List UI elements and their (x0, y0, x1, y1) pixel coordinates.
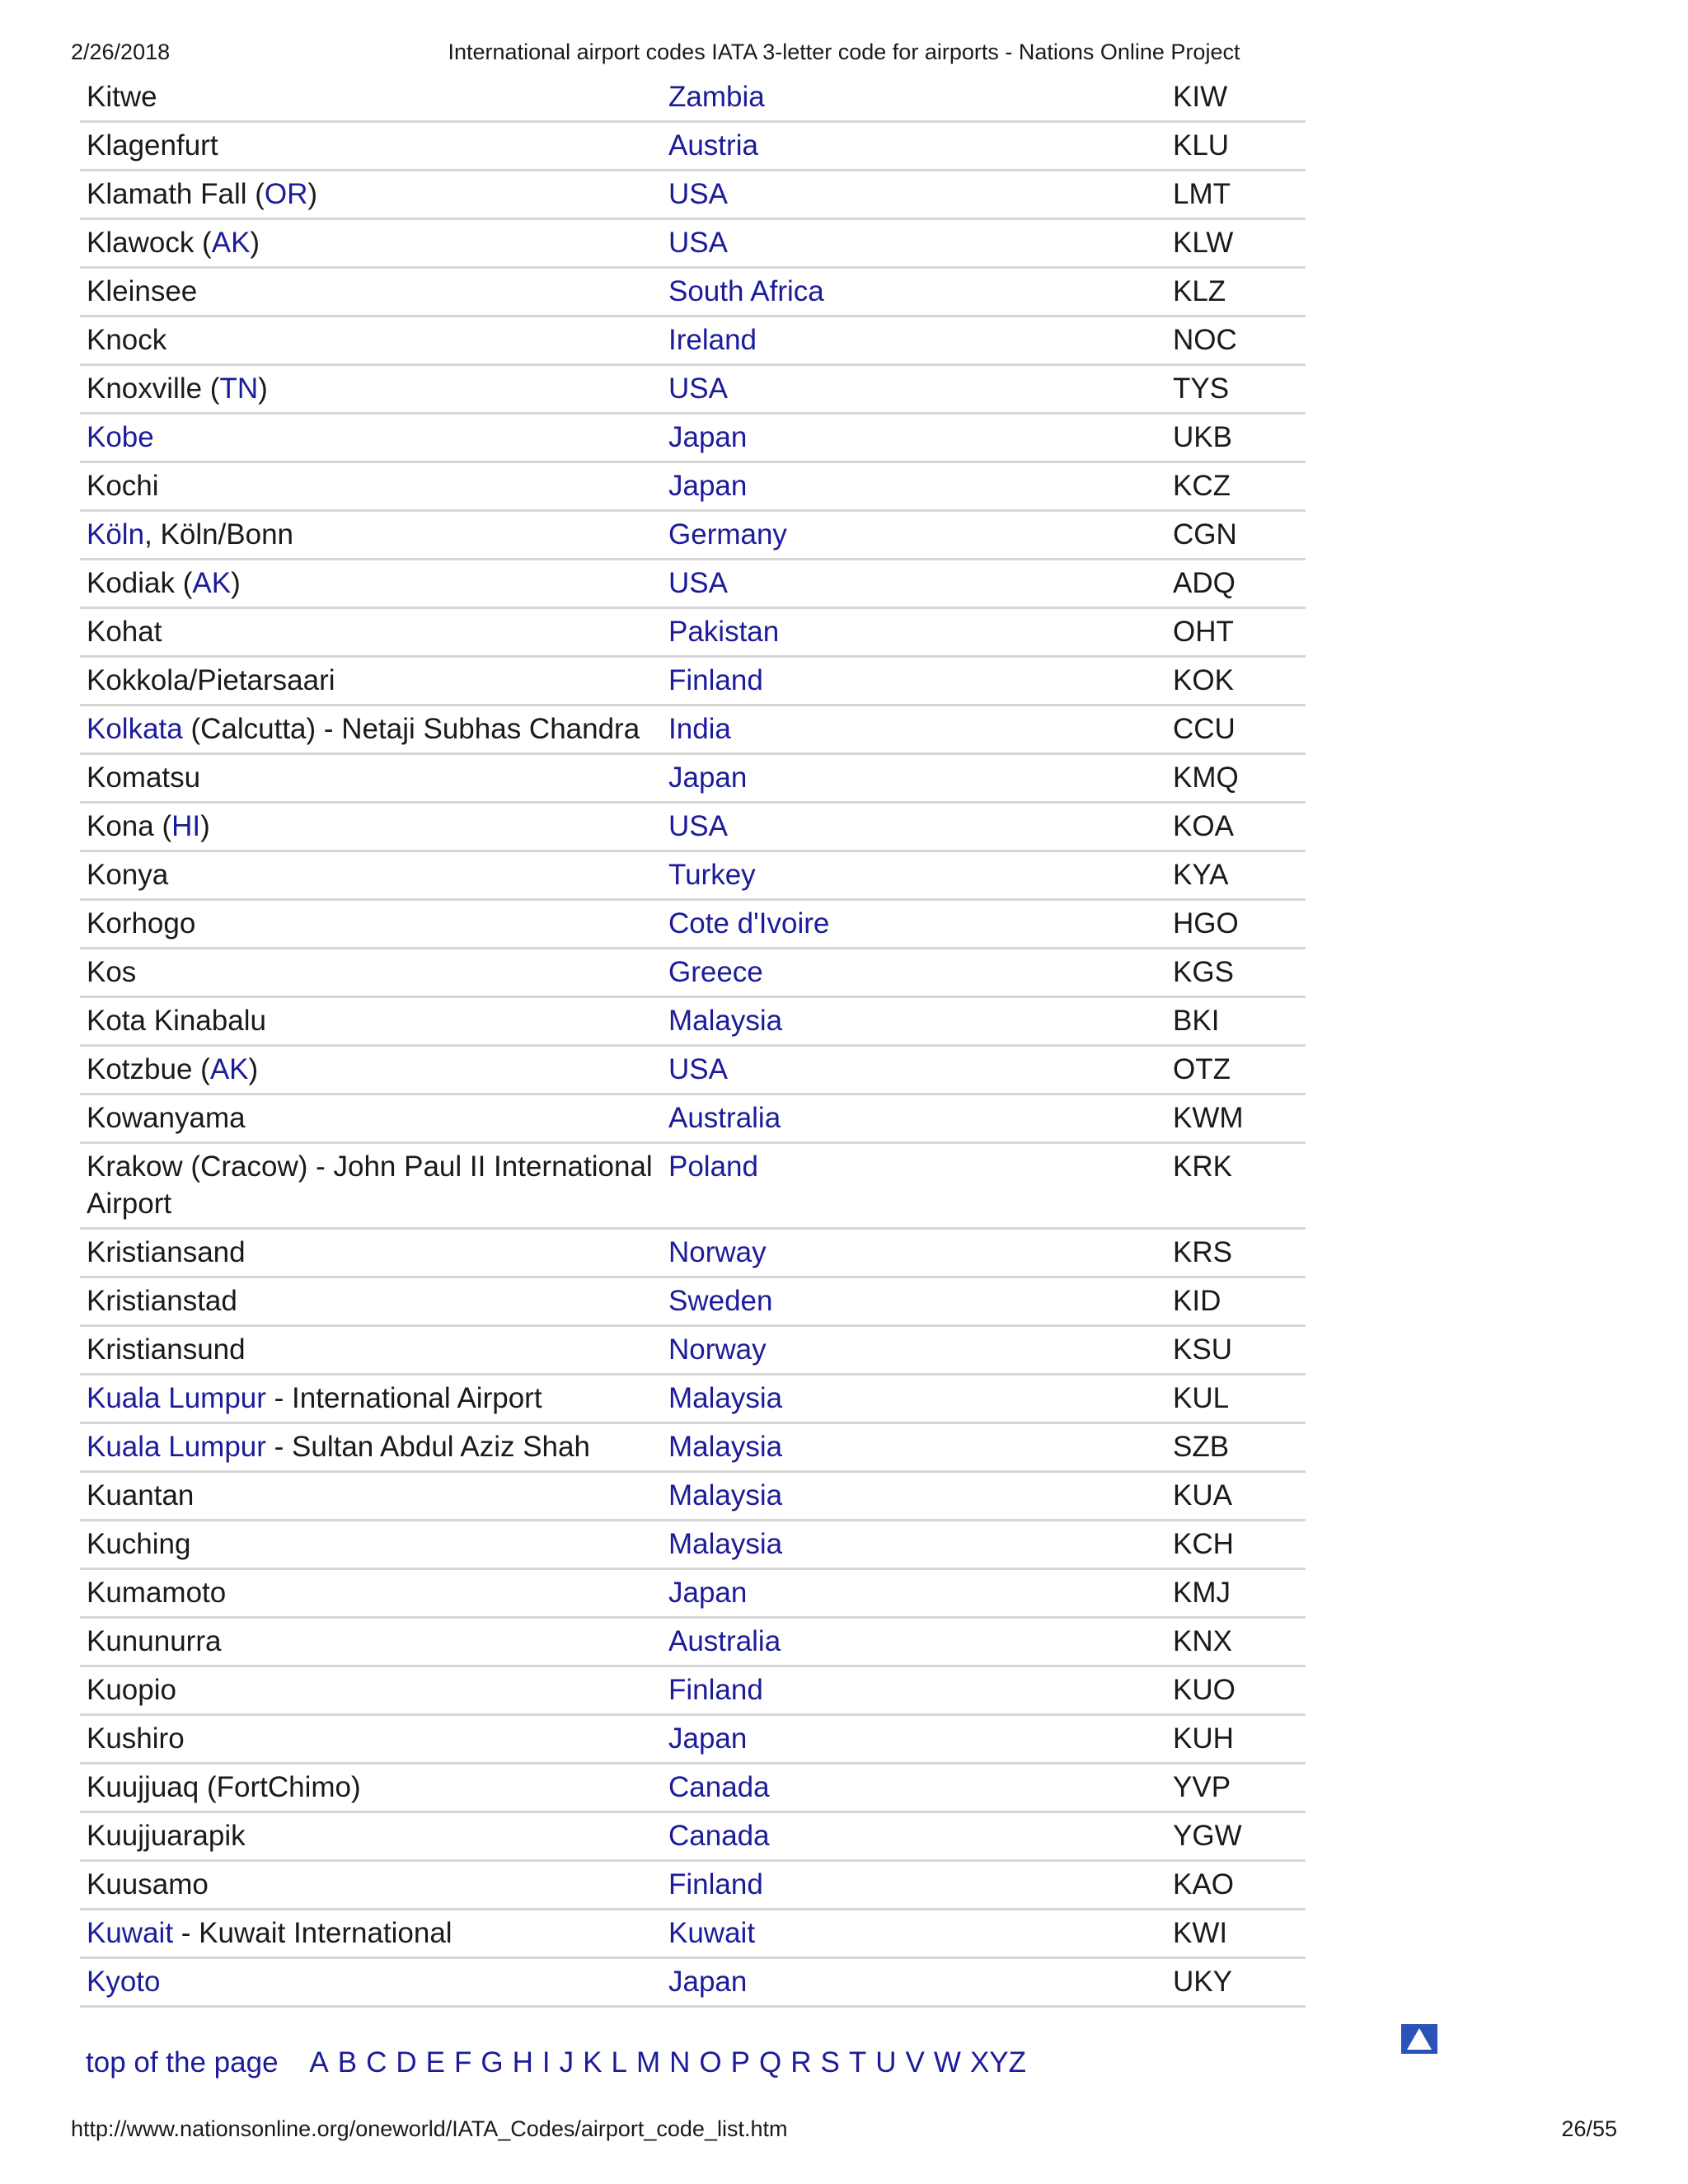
country-cell (662, 1764, 1166, 1812)
country-cell (662, 1666, 1166, 1715)
iata-code: KOK (1166, 657, 1306, 705)
country-cell (662, 803, 1166, 851)
country-cell (662, 1618, 1166, 1666)
city-text: Kona ( (87, 810, 172, 842)
letter-link[interactable]: I (542, 2046, 551, 2079)
country-link[interactable]: Sweden (668, 1285, 773, 1317)
letter-link[interactable]: G (481, 2046, 504, 2079)
country-cell (662, 268, 1166, 316)
table-row (80, 1812, 1306, 1861)
city-text: Kuujjuaq (FortChimo) (87, 1771, 361, 1803)
country-cell (662, 1229, 1166, 1277)
city-link[interactable]: AK (192, 567, 232, 599)
country-link[interactable]: Malaysia (668, 1528, 783, 1560)
country-cell (662, 1094, 1166, 1143)
table-row (80, 1618, 1306, 1666)
letter-link[interactable]: C (366, 2046, 387, 2079)
airport-city-cell (80, 1910, 662, 1958)
iata-code: KSU (1166, 1326, 1306, 1375)
iata-code: OTZ (1166, 1046, 1306, 1094)
city-text: Kitwe (87, 81, 157, 113)
iata-code: KWI (1166, 1910, 1306, 1958)
table-row (80, 1861, 1306, 1910)
iata-code: KCH (1166, 1521, 1306, 1569)
city-link[interactable]: Kolkata (87, 713, 183, 745)
airport-city-cell (80, 1569, 662, 1618)
letter-links (309, 2046, 1035, 2079)
city-text: Kota Kinabalu (87, 1005, 266, 1037)
airport-city-cell (80, 754, 662, 803)
airport-city-cell (80, 657, 662, 705)
airport-rows (80, 74, 1306, 2007)
table-row (80, 949, 1306, 997)
iata-code: OHT (1166, 608, 1306, 657)
iata-code: KMJ (1166, 1569, 1306, 1618)
country-link[interactable]: Turkey (668, 859, 756, 891)
iata-code: ADQ (1166, 560, 1306, 608)
table-row (80, 705, 1306, 754)
letter-link[interactable]: W (933, 2046, 961, 2079)
country-link[interactable]: USA (668, 567, 728, 599)
table-row (80, 997, 1306, 1046)
airport-city-cell (80, 851, 662, 900)
table-row (80, 1046, 1306, 1094)
city-text: Kleinsee (87, 275, 198, 307)
country-link[interactable]: Germany (668, 518, 787, 551)
country-link[interactable]: Norway (668, 1236, 767, 1268)
country-link[interactable]: Kuwait (668, 1917, 756, 1949)
airport-city-cell (80, 1521, 662, 1569)
country-cell (662, 219, 1166, 268)
city-link[interactable]: OR (264, 178, 308, 210)
country-link[interactable]: Zambia (668, 81, 765, 113)
letter-link[interactable]: O (699, 2046, 722, 2079)
country-link[interactable]: USA (668, 810, 728, 842)
iata-code: YVP (1166, 1764, 1306, 1812)
table-row (80, 900, 1306, 949)
country-cell (662, 74, 1166, 122)
iata-code: CCU (1166, 705, 1306, 754)
city-text: - Kuwait International (173, 1917, 452, 1949)
city-text: Kuopio (87, 1674, 176, 1706)
country-cell (662, 754, 1166, 803)
letter-link[interactable]: N (669, 2046, 691, 2079)
iata-code: KGS (1166, 949, 1306, 997)
city-text: Klawock ( (87, 227, 212, 259)
table-row (80, 657, 1306, 705)
iata-code: YGW (1166, 1812, 1306, 1861)
city-text: ) (307, 178, 318, 210)
country-link[interactable]: Cote d'Ivoire (668, 907, 830, 940)
airport-city-cell (80, 997, 662, 1046)
city-text: - Sultan Abdul Aziz Shah (265, 1431, 590, 1463)
print-date: 2/26/2018 (71, 40, 171, 64)
country-link[interactable]: Canada (668, 1771, 770, 1803)
table-row (80, 608, 1306, 657)
country-cell (662, 414, 1166, 462)
city-text: Klagenfurt (87, 129, 218, 162)
country-link[interactable]: Norway (668, 1333, 767, 1366)
letter-link[interactable]: S (820, 2046, 840, 2079)
city-text: Knoxville ( (87, 373, 220, 405)
country-link[interactable]: Finland (668, 1674, 763, 1706)
country-link[interactable]: Japan (668, 470, 748, 502)
table-row (80, 1094, 1306, 1143)
city-text: ) (200, 810, 210, 842)
country-link[interactable]: Ireland (668, 324, 757, 356)
city-link[interactable]: AK (211, 227, 251, 259)
country-link[interactable]: Poland (668, 1151, 758, 1183)
iata-code: LMT (1166, 171, 1306, 219)
table-row (80, 1715, 1306, 1764)
country-link[interactable]: Austria (668, 129, 758, 162)
city-text: Kohat (87, 616, 162, 648)
country-link[interactable]: Japan (668, 421, 748, 453)
city-text: Kumamoto (87, 1577, 227, 1609)
iata-code: NOC (1166, 316, 1306, 365)
airport-city-cell (80, 1326, 662, 1375)
city-text: ) (250, 227, 260, 259)
airport-city-cell (80, 1094, 662, 1143)
iata-code: TYS (1166, 365, 1306, 414)
airport-city-cell (80, 122, 662, 171)
airport-city-cell (80, 74, 662, 122)
table-row (80, 851, 1306, 900)
table-row (80, 803, 1306, 851)
iata-code: KUL (1166, 1375, 1306, 1423)
airport-city-cell (80, 219, 662, 268)
table-row (80, 1375, 1306, 1423)
city-text: Kushiro (87, 1722, 185, 1755)
letter-link[interactable]: E (425, 2046, 445, 2079)
letter-link[interactable]: H (512, 2046, 533, 2079)
top-of-page-link[interactable]: top of the page (86, 2046, 279, 2079)
table-row (80, 1326, 1306, 1375)
letter-link[interactable]: V (905, 2046, 925, 2079)
airport-city-cell (80, 1277, 662, 1326)
city-link[interactable]: Köln (87, 518, 145, 551)
airport-city-cell (80, 268, 662, 316)
table-row (80, 1229, 1306, 1277)
table-row (80, 219, 1306, 268)
city-text: ) (248, 1053, 259, 1085)
table-row (80, 462, 1306, 511)
country-cell (662, 1715, 1166, 1764)
table-row (80, 1521, 1306, 1569)
country-link[interactable]: Malaysia (668, 1431, 783, 1463)
country-link[interactable]: Japan (668, 1966, 748, 1998)
city-text: Konya (87, 859, 169, 891)
country-cell (662, 1910, 1166, 1958)
page-number: 26/55 (1561, 2116, 1617, 2141)
table-row (80, 74, 1306, 122)
city-text: Kristiansand (87, 1236, 246, 1268)
table-row (80, 1569, 1306, 1618)
letter-link[interactable]: Q (758, 2046, 782, 2079)
country-cell (662, 122, 1166, 171)
country-cell (662, 900, 1166, 949)
country-cell (662, 1326, 1166, 1375)
iata-code: KLZ (1166, 268, 1306, 316)
table-row (80, 365, 1306, 414)
iata-code: KMQ (1166, 754, 1306, 803)
country-link[interactable]: USA (668, 227, 728, 259)
country-cell (662, 705, 1166, 754)
iata-code: BKI (1166, 997, 1306, 1046)
airport-city-cell (80, 1715, 662, 1764)
city-text: Kristiansund (87, 1333, 246, 1366)
city-link[interactable]: Kuwait (87, 1917, 174, 1949)
country-cell (662, 171, 1166, 219)
table-row (80, 1143, 1306, 1229)
airport-city-cell (80, 1618, 662, 1666)
country-link[interactable]: USA (668, 373, 728, 405)
page-title: International airport codes IATA 3-letter code for airports - Nations Online Project (448, 40, 1240, 64)
table-row (80, 1666, 1306, 1715)
airport-city-cell (80, 1143, 662, 1229)
city-text: Kuujjuarapik (87, 1820, 246, 1852)
page-url: http://www.nationsonline.org/oneworld/IATA_Codes/airport_code_list.htm (71, 2116, 788, 2141)
iata-code: KLW (1166, 219, 1306, 268)
airport-city-cell (80, 1958, 662, 2007)
airport-city-cell (80, 365, 662, 414)
country-cell (662, 560, 1166, 608)
country-cell (662, 1812, 1166, 1861)
table-row (80, 511, 1306, 560)
iata-code: KUO (1166, 1666, 1306, 1715)
country-link[interactable]: Malaysia (668, 1479, 783, 1511)
letter-link[interactable]: L (611, 2046, 627, 2079)
table-row (80, 122, 1306, 171)
country-cell (662, 1046, 1166, 1094)
country-link[interactable]: India (668, 713, 731, 745)
city-text: Kokkola/Pietarsaari (87, 664, 335, 696)
letter-link[interactable]: U (875, 2046, 897, 2079)
table-row (80, 171, 1306, 219)
city-link[interactable]: AK (209, 1053, 249, 1085)
country-cell (662, 511, 1166, 560)
country-cell (662, 657, 1166, 705)
airport-city-cell (80, 462, 662, 511)
print-header (71, 40, 1617, 69)
city-text: Kochi (87, 470, 159, 502)
table-row (80, 1958, 1306, 2007)
airport-city-cell (80, 1764, 662, 1812)
iata-code: KID (1166, 1277, 1306, 1326)
city-text: Kodiak ( (87, 567, 193, 599)
airport-city-cell (80, 1666, 662, 1715)
city-link[interactable]: TN (219, 373, 259, 405)
city-link[interactable]: Kobe (87, 421, 154, 453)
country-cell (662, 851, 1166, 900)
country-cell (662, 316, 1166, 365)
country-link[interactable]: Finland (668, 1868, 763, 1900)
country-link[interactable]: Japan (668, 1722, 748, 1755)
letter-link[interactable]: D (396, 2046, 417, 2079)
airport-city-cell (80, 1472, 662, 1521)
country-cell (662, 1472, 1166, 1521)
table-row (80, 1472, 1306, 1521)
city-link[interactable]: Kuala Lumpur (87, 1431, 266, 1463)
city-link[interactable]: HI (171, 810, 201, 842)
letter-link[interactable]: M (635, 2046, 661, 2079)
country-link[interactable]: Canada (668, 1820, 770, 1852)
country-link[interactable]: USA (668, 1053, 728, 1085)
iata-code: UKY (1166, 1958, 1306, 2007)
city-text: Komatsu (87, 762, 201, 794)
city-text: Kotzbue ( (87, 1053, 210, 1085)
letter-link[interactable]: P (730, 2046, 750, 2079)
city-link[interactable]: Kuala Lumpur (87, 1382, 266, 1414)
country-link[interactable]: Japan (668, 1577, 748, 1609)
table-row (80, 754, 1306, 803)
table-row (80, 414, 1306, 462)
city-text: ) (231, 567, 241, 599)
city-text: Kununurra (87, 1625, 222, 1657)
iata-code: UKB (1166, 414, 1306, 462)
letter-link[interactable]: A (309, 2046, 329, 2079)
up-arrow-icon[interactable] (1401, 2024, 1437, 2054)
country-cell (662, 949, 1166, 997)
city-link[interactable]: Kyoto (87, 1966, 161, 1998)
country-cell (662, 462, 1166, 511)
city-text: Kuusamo (87, 1868, 209, 1900)
country-link[interactable]: Australia (668, 1102, 781, 1134)
airport-city-cell (80, 608, 662, 657)
country-link[interactable]: Japan (668, 762, 748, 794)
country-link[interactable]: South Africa (668, 275, 824, 307)
iata-code: KWM (1166, 1094, 1306, 1143)
letter-navigation (86, 2044, 1035, 2081)
airport-city-cell (80, 1812, 662, 1861)
letter-link[interactable]: R (790, 2046, 812, 2079)
iata-code: KOA (1166, 803, 1306, 851)
city-text: Kos (87, 956, 137, 988)
letter-link[interactable]: XYZ (969, 2046, 1027, 2079)
airport-city-cell (80, 1861, 662, 1910)
country-cell (662, 1277, 1166, 1326)
country-cell (662, 1423, 1166, 1472)
country-cell (662, 1521, 1166, 1569)
airport-city-cell (80, 511, 662, 560)
table-row (80, 1277, 1306, 1326)
table-row (80, 1910, 1306, 1958)
country-cell (662, 1861, 1166, 1910)
airport-city-cell (80, 705, 662, 754)
country-link[interactable]: Australia (668, 1625, 781, 1657)
letter-link[interactable]: B (337, 2046, 358, 2079)
table-row (80, 268, 1306, 316)
airport-city-cell (80, 171, 662, 219)
table-row (80, 1423, 1306, 1472)
city-text: Kristianstad (87, 1285, 237, 1317)
country-cell (662, 1143, 1166, 1229)
country-cell (662, 997, 1166, 1046)
city-text: - International Airport (265, 1382, 542, 1414)
country-link[interactable]: USA (668, 178, 728, 210)
print-footer (71, 2116, 1617, 2146)
city-text: Kowanyama (87, 1102, 246, 1134)
iata-code: KIW (1166, 74, 1306, 122)
airport-city-cell (80, 1046, 662, 1094)
city-text: Kuching (87, 1528, 191, 1560)
city-text: Klamath Fall ( (87, 178, 265, 210)
iata-code: KRK (1166, 1143, 1306, 1229)
airport-city-cell (80, 1375, 662, 1423)
iata-code: KLU (1166, 122, 1306, 171)
iata-code: KAO (1166, 1861, 1306, 1910)
airport-city-cell (80, 316, 662, 365)
iata-code: KUA (1166, 1472, 1306, 1521)
country-cell (662, 1569, 1166, 1618)
airport-city-cell (80, 900, 662, 949)
letter-link[interactable]: T (848, 2046, 867, 2079)
airport-code-table (80, 74, 1306, 2008)
letter-link[interactable]: F (453, 2046, 472, 2079)
iata-code: KCZ (1166, 462, 1306, 511)
iata-code: KUH (1166, 1715, 1306, 1764)
city-text: Korhogo (87, 907, 196, 940)
table-row (80, 560, 1306, 608)
table-row (80, 316, 1306, 365)
table-row (80, 1764, 1306, 1812)
country-link[interactable]: Finland (668, 664, 763, 696)
airport-city-cell (80, 560, 662, 608)
iata-code: HGO (1166, 900, 1306, 949)
airport-city-cell (80, 949, 662, 997)
iata-code: KRS (1166, 1229, 1306, 1277)
airport-city-cell (80, 1423, 662, 1472)
iata-code: SZB (1166, 1423, 1306, 1472)
country-cell (662, 608, 1166, 657)
airport-city-cell (80, 414, 662, 462)
airport-city-cell (80, 803, 662, 851)
letter-link[interactable]: J (559, 2046, 574, 2079)
country-link[interactable]: Malaysia (668, 1382, 783, 1414)
city-text: Knock (87, 324, 167, 356)
city-text: Kuantan (87, 1479, 195, 1511)
country-link[interactable]: Greece (668, 956, 763, 988)
country-link[interactable]: Malaysia (668, 1005, 783, 1037)
airport-city-cell (80, 1229, 662, 1277)
city-text: , Köln/Bonn (144, 518, 294, 551)
country-cell (662, 1375, 1166, 1423)
country-cell (662, 365, 1166, 414)
iata-code: KYA (1166, 851, 1306, 900)
country-link[interactable]: Pakistan (668, 616, 780, 648)
city-text: ) (258, 373, 268, 405)
iata-code: CGN (1166, 511, 1306, 560)
city-text: Krakow (Cracow) - John Paul II International Airport (87, 1151, 653, 1220)
letter-link[interactable]: K (583, 2046, 603, 2079)
iata-code: KNX (1166, 1618, 1306, 1666)
country-cell (662, 1958, 1166, 2007)
city-text: (Calcutta) - Netaji Subhas Chandra (182, 713, 640, 745)
